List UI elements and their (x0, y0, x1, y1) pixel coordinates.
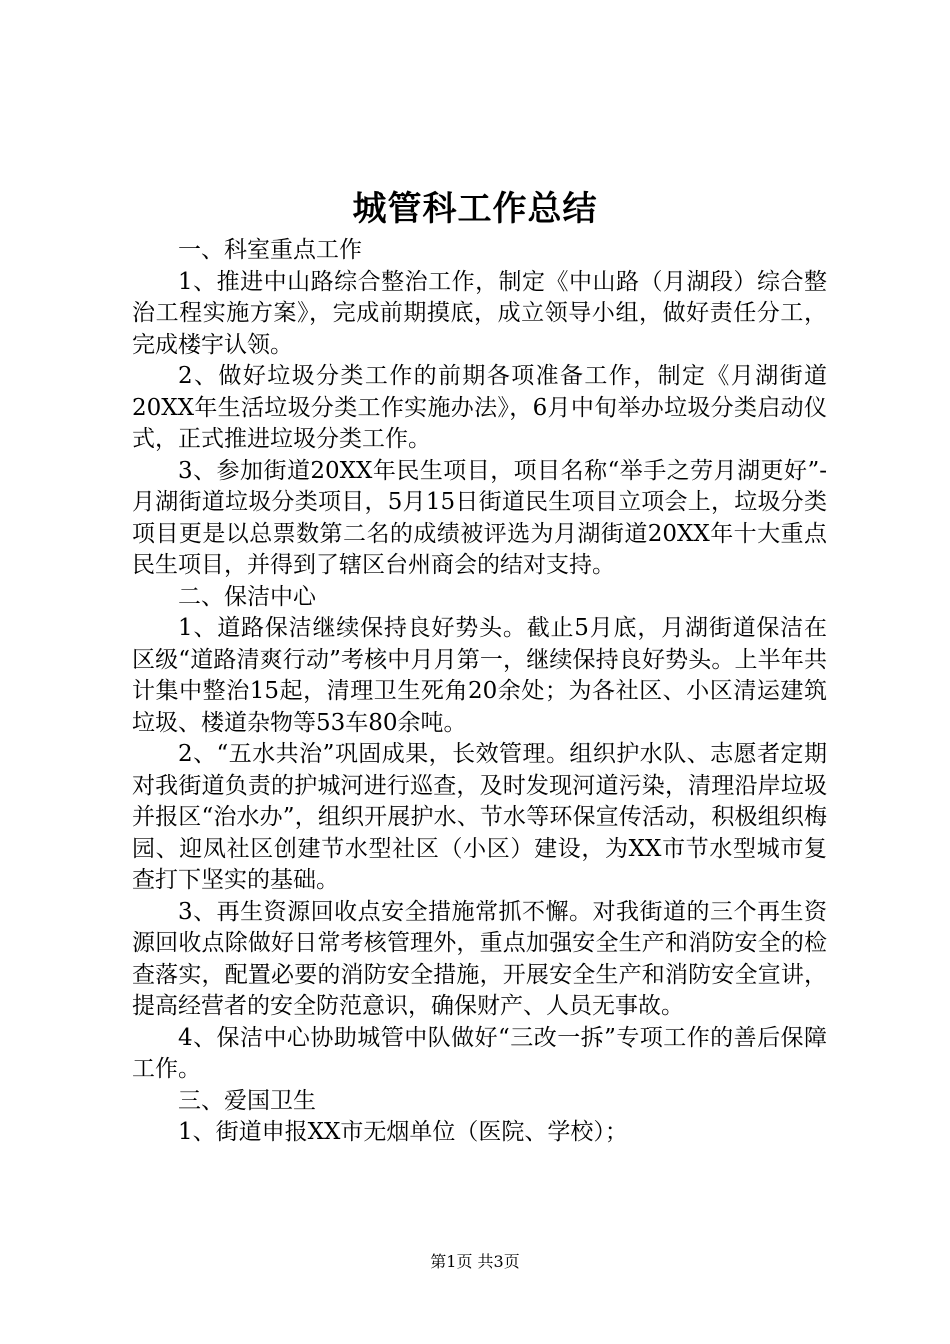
section-heading-1: 一、科室重点工作 (178, 237, 362, 263)
section-heading-2: 二、保洁中心 (178, 583, 316, 610)
paragraph: 1、推进中山路综合整治工作，制定《中山路（月湖段）综合整治工程实施方案》，完成前期摸底，成立领导小组，做好责任分工，完成楼宇认领。 (132, 268, 827, 358)
page-number-footer: 第1页 共3页 (430, 1252, 520, 1271)
paragraph: 2、做好垃圾分类工作的前期各项准备工作，制定《月湖街道20XX年生活垃圾分类工作实施办法》，6月中旬举办垃圾分类启动仪式，正式推进垃圾分类工作。 (132, 363, 827, 452)
page-title: 城管科工作总结 (352, 189, 598, 229)
document-body (132, 235, 827, 1149)
paragraph: 1、街道申报XX市无烟单位（医院、学校）； (178, 1119, 628, 1145)
paragraph: 2、“五水共治”巩固成果，长效管理。组织护水队、志愿者定期对我街道负责的护城河进行巡查，及时发现河道污染，清理沿岸垃圾并报区“治水办”，组织开展护水、节水等环保宣传活动，积极组织梅园、迎凤社区创建节水型社区（小区）建设，为XX市节水型城市复查打下坚实的基础。 (132, 741, 827, 893)
paragraph: 1、道路保洁继续保持良好势头。截止5月底，月湖街道保洁在区级“道路清爽行动”考核中月月第一，继续保持良好势头。上半年共计集中整治15起，清理卫生死角20余处；为各社区、小区清运建筑垃圾、楼道杂物等53车80余吨。 (132, 615, 827, 736)
paragraph: 4、保洁中心协助城管中队做好“三改一拆”专项工作的善后保障工作。 (132, 1024, 827, 1082)
paragraph: 3、再生资源回收点安全措施常抓不懈。对我街道的三个再生资源回收点除做好日常考核管理外，重点加强安全生产和消防安全的检查落实，配置必要的消防安全措施，开展安全生产和消防安全宣讲，提高经营者的安全防范意识，确保财产、人员无事故。 (132, 898, 827, 1019)
paragraph: 3、参加街道20XX年民生项目，项目名称“举手之劳月湖更好”-月湖街道垃圾分类项目，5月15日街道民生项目立项会上，垃圾分类项目更是以总票数第二名的成绩被评选为月湖街道20XX年十大重点民生项目，并得到了辖区台州商会的结对支持。 (132, 457, 827, 578)
section-heading-3: 三、爱国卫生 (178, 1087, 316, 1114)
